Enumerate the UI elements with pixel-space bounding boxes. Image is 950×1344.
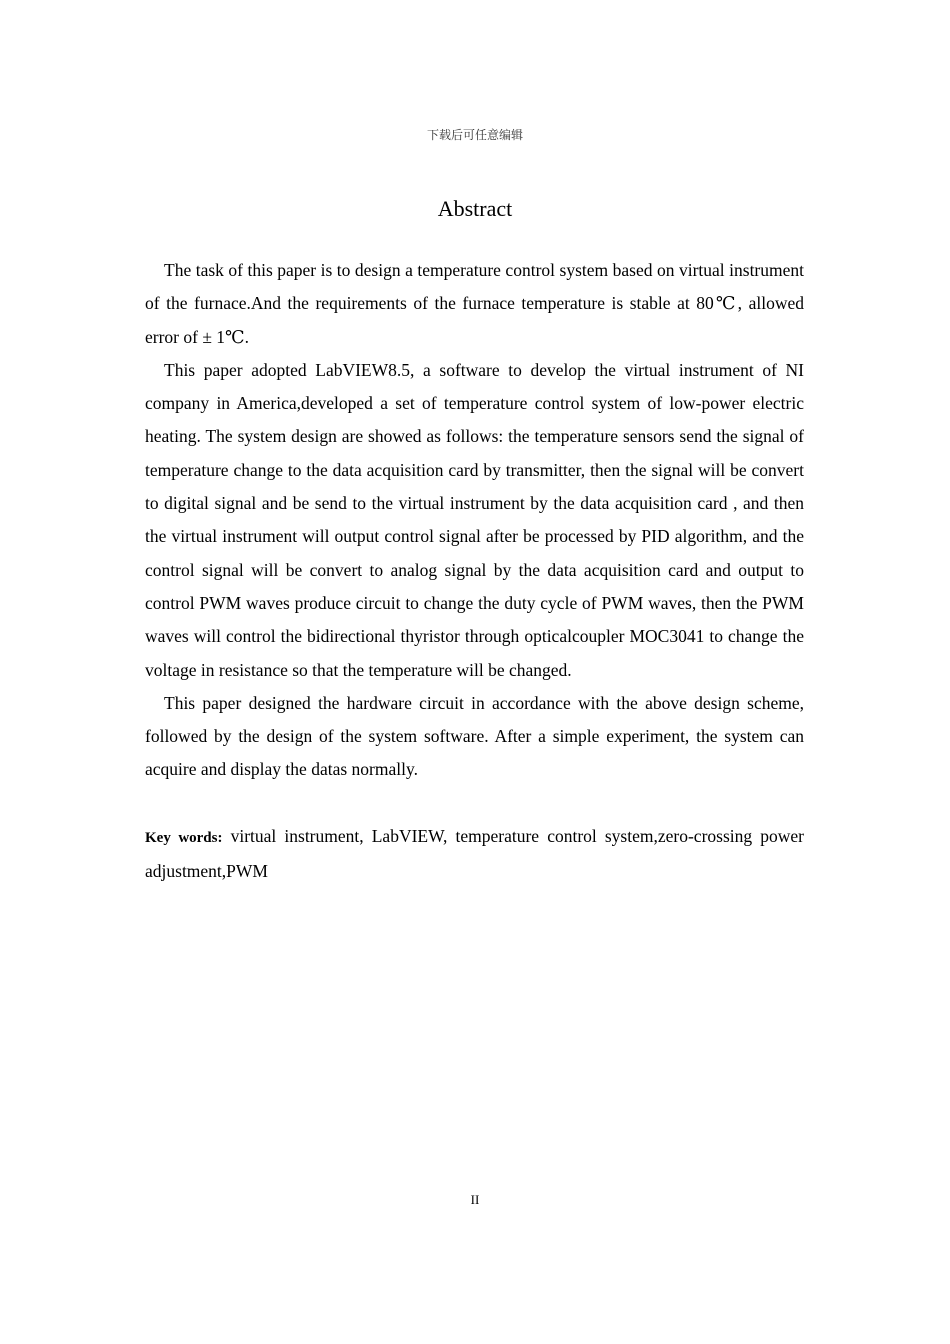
keywords-line [145, 820, 804, 889]
abstract-paragraph-2: This paper adopted LabVIEW8.5, a software to develop the virtual instrument of NI company in America,developed a set of temperature control system of low-power electric heating. The system design are showed as follows: the temperature sensors send the signal of temperature change to the data acquisition card by transmitter, then the signal will be convert to digital signal and be send to the virtual instrument by the data acquisition card , and then the virtual instrument will output control signal after be processed by PID algorithm, and the control signal will be convert to analog signal by the data acquisition card and output to control PWM waves produce circuit to change the duty cycle of PWM waves, then the PWM waves will control the bidirectional thyristor through opticalcoupler MOC3041 to change the voltage in resistance so that the temperature will be changed. [145, 359, 804, 680]
page-number: II [470, 1192, 480, 1207]
abstract-body [145, 254, 804, 888]
keywords-label: Key words: [145, 829, 223, 846]
header-note: 下载后可任意编辑 [426, 128, 523, 142]
abstract-title: Abstract [437, 196, 513, 221]
abstract-paragraph-1: The task of this paper is to design a temperature control system based on virtual instrument of the furnace.And the requirements of the furnace temperature is stable at 80℃, allowed error of ± 1℃. [145, 260, 804, 347]
keywords-text: virtual instrument, LabVIEW, temperature control system,zero-crossing power adjustment,PWM [145, 825, 804, 882]
abstract-paragraph-3: This paper designed the hardware circuit in accordance with the above design scheme, followed by the design of the system software. After a simple experiment, the system can acquire and display the datas normally. [145, 692, 804, 780]
